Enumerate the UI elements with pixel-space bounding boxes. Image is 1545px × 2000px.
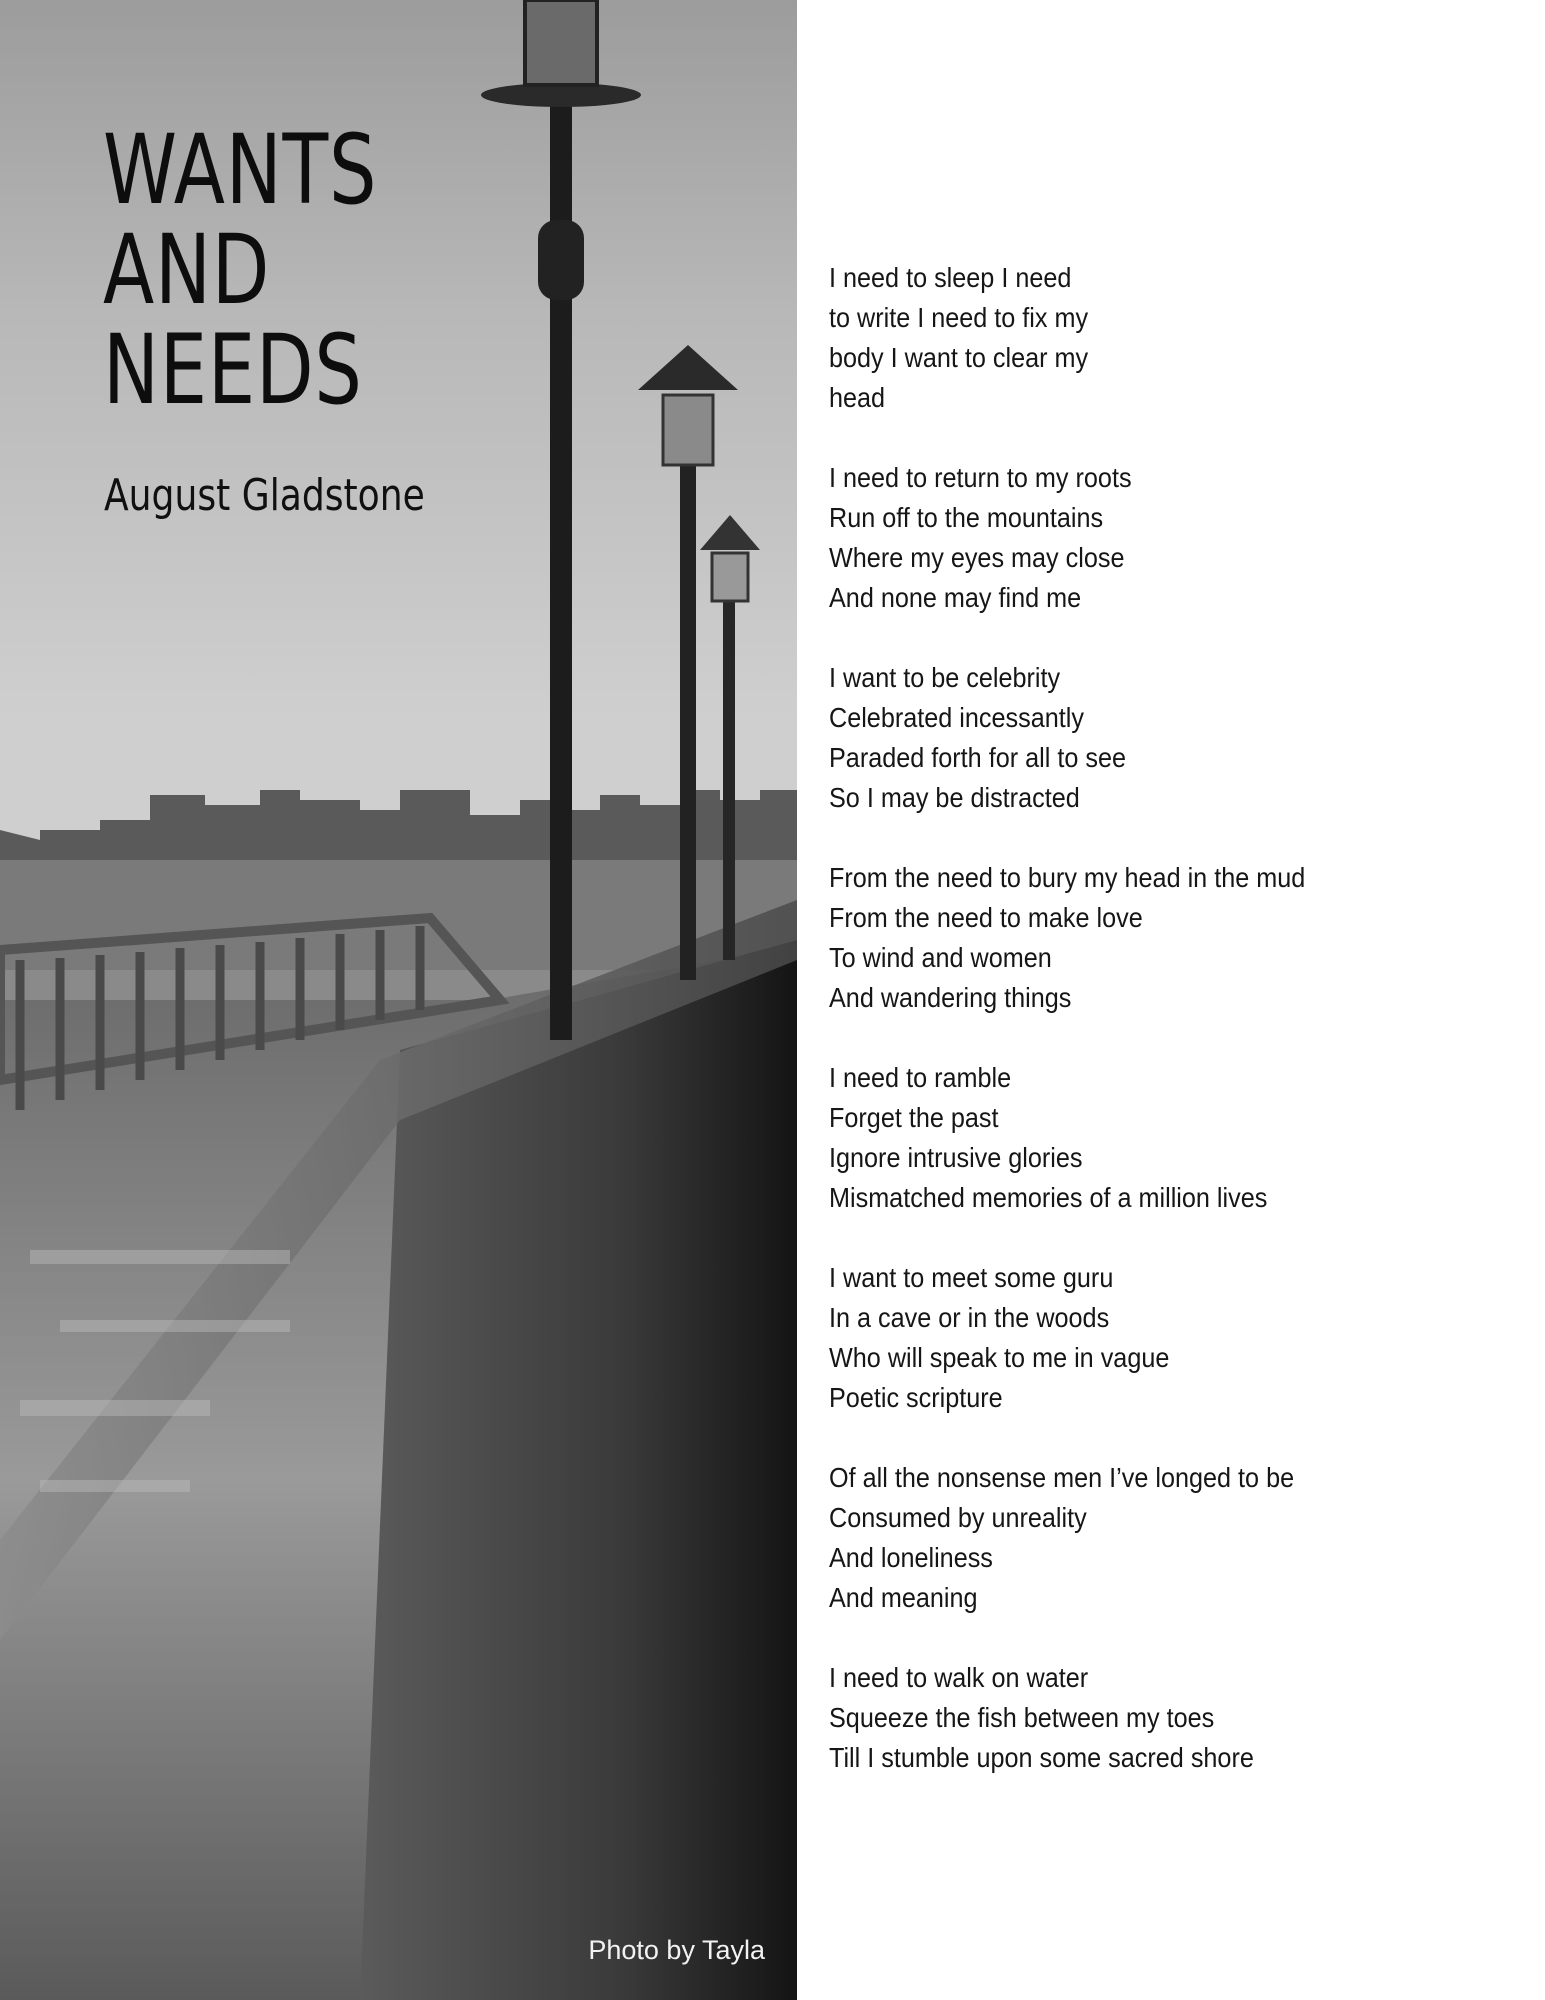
title-line: AND bbox=[103, 214, 271, 326]
poem-line: Consumed by unreality bbox=[829, 1502, 1087, 1533]
poem-line: Run off to the mountains bbox=[829, 502, 1104, 533]
poem-line: Where my eyes may close bbox=[829, 542, 1125, 573]
poem-line: I need to sleep I need bbox=[829, 262, 1072, 293]
stanza bbox=[829, 1458, 1519, 1618]
stanza bbox=[829, 1258, 1519, 1418]
photo-credit: Photo by Tayla bbox=[588, 1935, 765, 1965]
stanza bbox=[829, 258, 1519, 418]
poem-line: And meaning bbox=[829, 1582, 978, 1613]
poem-line: I need to return to my roots bbox=[829, 462, 1132, 493]
poem-line: I need to walk on water bbox=[829, 1662, 1089, 1693]
stanza bbox=[829, 858, 1519, 1018]
poem-title bbox=[103, 114, 378, 426]
poem-line: In a cave or in the woods bbox=[829, 1302, 1110, 1333]
poem-line: to write I need to fix my bbox=[829, 302, 1089, 333]
poem-line: And none may find me bbox=[829, 582, 1082, 613]
stanza bbox=[829, 658, 1519, 818]
poem-line: So I may be distracted bbox=[829, 782, 1080, 813]
poem-line: Of all the nonsense men I’ve longed to be bbox=[829, 1462, 1295, 1493]
poem-line: I want to meet some guru bbox=[829, 1262, 1114, 1293]
poem-line: And loneliness bbox=[829, 1542, 993, 1573]
stanza bbox=[829, 1658, 1519, 1778]
poem-body bbox=[829, 258, 1519, 1818]
poem-line: Mismatched memories of a million lives bbox=[829, 1182, 1268, 1213]
poem-line: Paraded forth for all to see bbox=[829, 742, 1126, 773]
poem-line: Celebrated incessantly bbox=[829, 702, 1084, 733]
poem-line: Ignore intrusive glories bbox=[829, 1142, 1083, 1173]
poem-line: head bbox=[829, 382, 886, 413]
poem-line: I want to be celebrity bbox=[829, 662, 1061, 693]
poem-line: Poetic scripture bbox=[829, 1382, 1003, 1413]
poem-line: Squeeze the fish between my toes bbox=[829, 1702, 1215, 1733]
poem-line: From the need to make love bbox=[829, 902, 1143, 933]
poem-line: I need to ramble bbox=[829, 1062, 1012, 1093]
title-line: NEEDS bbox=[103, 314, 363, 426]
poem-line: Till I stumble upon some sacred shore bbox=[829, 1742, 1254, 1773]
stanza bbox=[829, 458, 1519, 618]
poem-line: Who will speak to me in vague bbox=[829, 1342, 1170, 1373]
stanza bbox=[829, 1058, 1519, 1218]
poem-line: And wandering things bbox=[829, 982, 1072, 1013]
poem-line: Forget the past bbox=[829, 1102, 999, 1133]
poem-line: From the need to bury my head in the mud bbox=[829, 862, 1306, 893]
poem-line: body I want to clear my bbox=[829, 342, 1089, 373]
poem-line: To wind and women bbox=[829, 942, 1052, 973]
author-name: August Gladstone bbox=[104, 470, 425, 521]
title-line: WANTS bbox=[103, 114, 378, 226]
